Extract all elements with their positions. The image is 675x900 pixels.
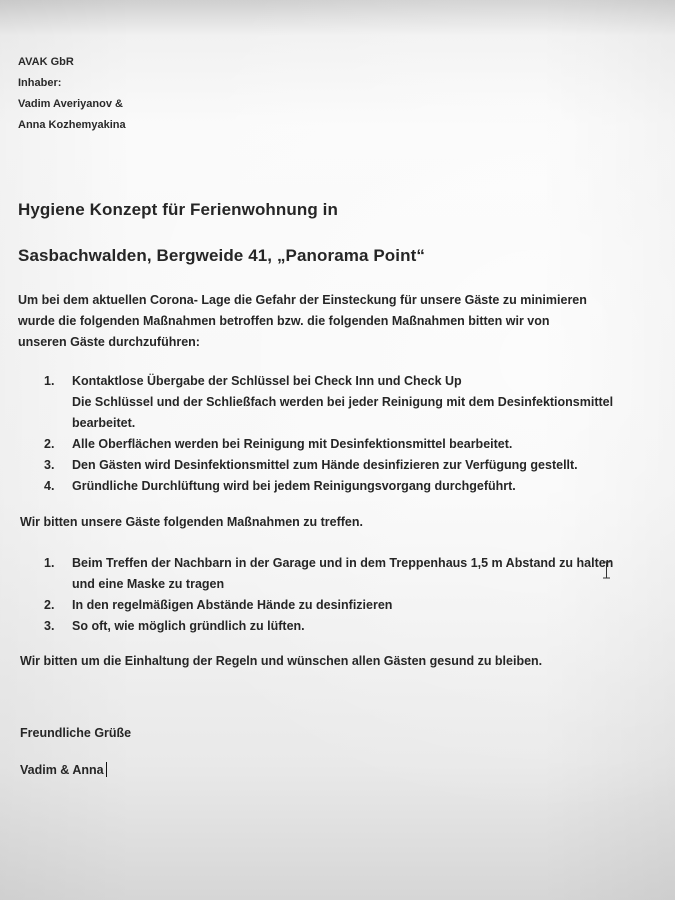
list-item-text: Beim Treffen der Nachbarn in der Garage und in dem Treppenhaus 1,5 m Abstand zu halten xyxy=(72,556,614,570)
company-name: AVAK GbR xyxy=(18,56,74,68)
list-item-text: Kontaktlose Übergabe der Schlüssel bei Check Inn und Check Up xyxy=(72,374,462,388)
list-item-text: In den regelmäßigen Abstände Hände zu desinfizieren xyxy=(72,598,393,612)
text-cursor xyxy=(106,762,108,777)
owner-label: Inhaber: xyxy=(18,77,62,89)
guest-request-paragraph: Wir bitten unsere Gäste folgenden Maßnahmen zu treffen. xyxy=(20,515,363,529)
guest-measures-list xyxy=(44,553,613,637)
list-number: 1. xyxy=(44,374,55,388)
list-number: 1. xyxy=(44,556,55,570)
list-number: 2. xyxy=(44,437,55,451)
list-number: 3. xyxy=(44,458,55,472)
signature-line[interactable] xyxy=(20,762,107,777)
list-item xyxy=(44,455,613,476)
list-item-text: Den Gästen wird Desinfektionsmittel zum Hände desinfizieren zur Verfügung gestellt. xyxy=(72,458,578,472)
list-number: 4. xyxy=(44,479,55,493)
hygiene-measures-list xyxy=(44,371,613,497)
list-number: 2. xyxy=(44,598,55,612)
intro-paragraph xyxy=(18,290,668,353)
list-item xyxy=(44,434,613,455)
list-item-text: bearbeitet. xyxy=(72,416,136,430)
list-item-text: So oft, wie möglich gründlich zu lüften. xyxy=(72,619,305,633)
greeting: Freundliche Grüße xyxy=(20,726,132,740)
owner-name-2: Anna Kozhemyakina xyxy=(18,119,126,131)
list-item-text: Die Schlüssel und der Schließfach werden bei jeder Reinigung mit dem Desinfektionsmittel xyxy=(72,395,614,409)
list-item-text: Alle Oberflächen werden bei Reinigung mit Desinfektionsmittel bearbeitet. xyxy=(72,437,513,451)
closing-paragraph: Wir bitten um die Einhaltung der Regeln und wünschen allen Gästen gesund zu bleiben. xyxy=(20,654,543,668)
list-number: 3. xyxy=(44,619,55,633)
list-item xyxy=(44,553,613,595)
letterhead xyxy=(18,52,126,136)
signature-text: Vadim & Anna xyxy=(20,763,104,777)
intro-line: unseren Gäste durchzuführen: xyxy=(18,335,200,349)
intro-line: Um bei dem aktuellen Corona- Lage die Gefahr der Einsteckung für unsere Gäste zu minimieren xyxy=(18,293,587,307)
list-item xyxy=(44,371,613,434)
list-item xyxy=(44,616,613,637)
list-item xyxy=(44,595,613,616)
owner-name-1: Vadim Averiyanov & xyxy=(18,98,123,110)
document-title-line-1: Hygiene Konzept für Ferienwohnung in xyxy=(18,200,338,219)
ibeam-cursor-icon xyxy=(602,561,611,579)
list-item xyxy=(44,476,613,497)
list-item-text: Gründliche Durchlüftung wird bei jedem Reinigungsvorgang durchgeführt. xyxy=(72,479,516,493)
document-title-line-2: Sasbachwalden, Bergweide 41, „Panorama Point“ xyxy=(18,246,425,265)
intro-line: wurde die folgenden Maßnahmen betroffen bzw. die folgenden Maßnahmen bitten wir von xyxy=(18,314,550,328)
list-item-text: und eine Maske zu tragen xyxy=(72,577,225,591)
